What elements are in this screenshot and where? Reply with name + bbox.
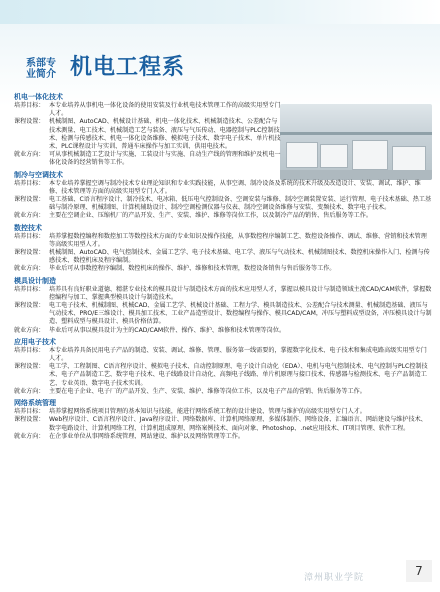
row-objective [14,286,432,302]
row-label: 课程设置： [14,249,45,257]
row-label: 培养目标： [14,102,45,109]
row-text: 机械制图、AutoCAD、机械设计基础、机电一体化技术、机械制造技术、公差配合与技术测量、电工技术、机械制造工艺与装备、液压与气压传动、电器控制与PLC控制技术、检测与传感技术、机电一体化设备维修、模拟电子技术、数字电子技术、单片机技术、PLC课程设计与实训、普通车床操作与加工实训、供用电技术。 [49,118,281,151]
row-label: 就业方向： [14,326,45,334]
section-mold-design [14,277,432,335]
row-career [14,388,432,396]
row-text: 电工电子技术、机械制图、机械CAD、金属工艺学、机械设计基础、工程力学、模具制造技术、公差配合与技术测量、机械制造基础、液压与气动技术、PRO/E三维设计、模具加工技术、工业产品造型设计、数控编程与操作、模具CAD/CAM，冲压与塑料成型设备，冲压模具设计与制造、塑料成型与模具设计、模具价格估算。 [49,302,432,326]
row-label: 培养目标： [14,285,45,293]
row-label: 培养目标： [14,408,45,416]
row-objective [14,233,432,249]
row-label: 就业方向： [14,151,45,159]
row-career [14,265,432,273]
row-text: 本专业培养具备民用电子产品的制造、安装、调试、维修、管理、服务第一线需要的，掌握数字化技术、电子技术和集成电路高级实用型专门人才。 [49,346,427,363]
row-text: 可从事机械制造工艺设计与实施、工装设计与实施、自动生产线的管理和维护及机电一体化设备的经营销售等工作。 [49,151,281,167]
section-refrigeration [14,171,432,221]
row-courses [14,118,432,151]
row-text: 电工基础、C语言程序设计、制冷技术、电冰箱、低压电气控制设备、空调安装与维修、制冷空调装置安装、运行管理、电子技术基础、热工基础与制冷原理、机械制图、计算机辅助设计、制冷空调检测仪器与仪表、制冷空调设备维修与安装、变频技术、数字电子技术。 [49,196,432,212]
row-text: 培养掌握数控编程和数控加工等数控技术方面的专业知识及操作技能，从事数控程序编制工艺、数控设备操作、调试、维修、营销和技术管理等高级实用型人才。 [49,232,427,248]
page-header [26,56,185,80]
section-applied-electronics [14,338,432,396]
row-label: 就业方向： [14,432,45,440]
row-career [14,151,432,167]
row-label: 课程设置： [14,196,45,204]
row-courses [14,196,432,212]
row-text: 培养掌握网络系统项目管理的基本知识与技能，能进行网络系统工程的设计建设、管理与维护的高级实用型专门人才。 [49,408,366,416]
row-courses [14,249,432,265]
row-career [14,433,432,441]
row-label: 培养目标： [14,232,45,240]
row-objective [14,347,432,363]
department-title: 机电工程系 [70,55,186,80]
header-subtitle [26,58,64,80]
row-courses [14,302,432,327]
row-objective [14,102,432,118]
row-text: 本专业培养从事机电一体化设备的使用安装及行业机电技术管理工作的高级实用型专门人才。 [49,102,281,118]
header-subtitle-line1: 系部专 [26,58,56,69]
program-list [14,93,432,441]
row-label: 课程设置： [14,118,45,126]
row-text: 毕业后可从事以模具设计为主的CAD/CAM软件、操作、维护、维修和技术管理等岗位。 [49,326,286,334]
section-title: 应用电子技术 [14,337,56,346]
row-label: 就业方向： [14,265,45,273]
row-career [14,212,432,220]
row-label: 课程设置： [14,302,45,310]
row-career [14,327,432,335]
section-network-admin [14,399,432,441]
row-text: 本专业培养掌握空调与制冷技术专业理论知识和专业实践技能，从事空调、制冷设备及系统的技术升级及改造设计、安装、调试、维护、维修、技术管理等方面的高级实用型专门人才。 [49,179,421,195]
row-courses [14,363,432,388]
row-text: 主要在电子企业、电子厂的产品开发、生产、安装、维护、维修等岗位工作，以及电子产品的营销、售后服务等工作。 [49,387,366,395]
row-text: 机械制图、AutoCAD、电气控制技术、金属工艺学、电子技术基础、电工学、液压与气动技术、机械制图技术、数控机床操作入门、检测与传感技术、数控机床及程序编制。 [49,249,430,265]
row-text: 在企事业单位从事网络系统管理、网站建设、维护以及网络管理等工作。 [49,432,244,440]
top-decor-band [0,0,440,24]
row-label: 就业方向： [14,212,45,220]
row-text: 电工学、工程制图、C语言程序设计、模拟电子技术、自动控制原理、电子设计自动化（EDA）、电机与电气控制技术、电气控制与PLC控制技术、电子产品制造工艺、数字电子技术、电子线路设计自动化、高频电子线路、单片机原理与接口技术、传感器与检测技术、电子产品制造工艺、专业英语、数字电子技术实训。 [49,363,428,387]
row-label: 就业方向： [14,387,45,395]
section-title: 网络系统管理 [14,399,56,408]
row-courses [14,416,432,432]
row-label: 课程设置： [14,416,45,424]
row-label: 课程设置： [14,363,45,371]
row-text: Web程序设计、C语言程序设计、Java程序设计、网络数据库、计算机网络原理、多媒体制作、网络设备、汇编语言、网站建设与维护技术、数字电路设计、计算机网络工程、计算机组成原理、网络案例技术、面向对象、Photoshop、.net应用技术、IT项目管理、软件工程。 [49,416,427,432]
row-text: 培养具有良好职业道德、精湛专业技术的模具设计与制造技术方面的技术应用型人才，掌握以模具设计与制造领域主流CAD/CAM软件，掌握数控编程与加工、掌握典型模具设计与制造技术。 [49,285,432,301]
row-text: 主要在空调企业、压缩机厂的产品开发、生产、安装、维护、维修等岗位工作，以及制冷产品的销售、售后服务等工作。 [49,212,372,220]
row-label: 培养目标： [14,346,45,354]
page-number: 7 [406,560,432,582]
header-subtitle-line2: 业简介 [26,69,56,80]
section-title: 数控技术 [14,223,42,232]
row-label: 培养目标： [14,179,45,187]
row-objective [14,180,432,196]
section-cnc [14,224,432,274]
section-title: 制冷与空调技术 [14,170,63,179]
college-logo-text: 漳州职业学院 [304,573,365,583]
section-mechatronics [14,93,432,168]
section-title: 机电一体化技术 [14,93,63,101]
row-text: 毕业后可从事数控程序编制、数控机床的操作、维护、维修和技术管理，数控设备销售与售后服务等工作。 [49,265,336,273]
section-title: 模具设计制造 [14,276,56,285]
